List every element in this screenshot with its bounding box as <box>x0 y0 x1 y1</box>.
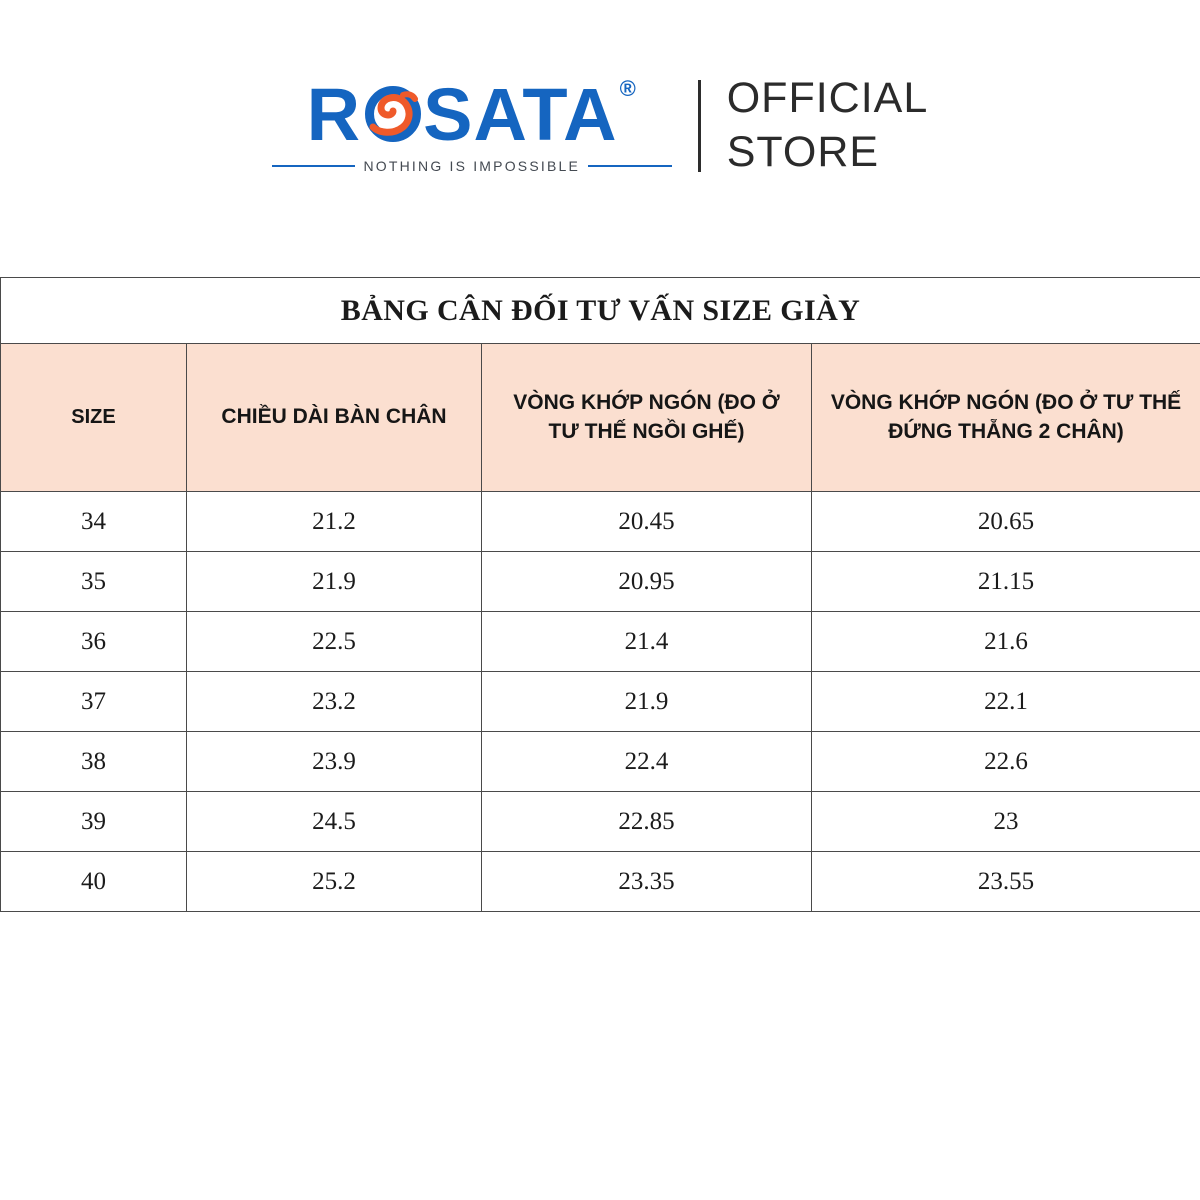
table-row <box>1 492 1200 552</box>
cell-girth-sitting: 20.45 <box>482 492 812 552</box>
cell-size: 34 <box>1 492 187 552</box>
cell-girth-sitting: 21.9 <box>482 672 812 732</box>
table-row <box>1 612 1200 672</box>
cell-size: 40 <box>1 852 187 912</box>
cell-girth-standing: 22.1 <box>812 672 1200 732</box>
cell-girth-sitting: 22.4 <box>482 732 812 792</box>
cell-foot-length: 24.5 <box>187 792 482 852</box>
cell-foot-length: 23.2 <box>187 672 482 732</box>
cell-girth-standing: 23 <box>812 792 1200 852</box>
cell-foot-length: 25.2 <box>187 852 482 912</box>
brand-header <box>0 0 1200 252</box>
tagline-text: NOTHING IS IMPOSSIBLE <box>363 158 581 174</box>
cell-size: 36 <box>1 612 187 672</box>
rosata-logo <box>272 73 672 174</box>
brand-divider <box>698 80 701 172</box>
logo-tagline <box>272 158 672 174</box>
cell-girth-standing: 20.65 <box>812 492 1200 552</box>
official-store-line2: STORE <box>726 128 880 176</box>
logo-text-part2: SATA <box>423 73 618 156</box>
cell-foot-length: 21.2 <box>187 492 482 552</box>
cell-size: 39 <box>1 792 187 852</box>
cell-foot-length: 21.9 <box>187 552 482 612</box>
brand-lockup <box>272 72 929 180</box>
cell-girth-sitting: 23.35 <box>482 852 812 912</box>
cell-girth-standing: 23.55 <box>812 852 1200 912</box>
table-row <box>1 552 1200 612</box>
table-body <box>1 492 1200 912</box>
logo-text-part1: R <box>306 73 362 156</box>
column-header-size: SIZE <box>1 344 187 492</box>
table-row <box>1 852 1200 912</box>
cell-foot-length: 23.9 <box>187 732 482 792</box>
table-row <box>1 672 1200 732</box>
cell-size: 37 <box>1 672 187 732</box>
bottom-whitespace <box>0 941 1200 1200</box>
dragon-circle-icon <box>359 80 425 150</box>
cell-size: 38 <box>1 732 187 792</box>
column-header-foot-length: CHIỀU DÀI BÀN CHÂN <box>187 344 482 492</box>
tagline-rule-right <box>588 165 672 167</box>
cell-girth-standing: 22.6 <box>812 732 1200 792</box>
table-header-row <box>1 344 1200 492</box>
official-store-label <box>727 72 929 180</box>
column-header-toe-girth-standing: VÒNG KHỚP NGÓN (ĐO Ở TƯ THẾ ĐỨNG THẴNG 2 CHÂN) <box>812 344 1200 492</box>
table-row <box>1 732 1200 792</box>
table-title: BẢNG CÂN ĐỐI TƯ VẤN SIZE GIÀY <box>1 278 1200 344</box>
cell-foot-length: 22.5 <box>187 612 482 672</box>
table-title-row <box>1 278 1200 344</box>
cell-girth-sitting: 21.4 <box>482 612 812 672</box>
registered-trademark-icon: ® <box>619 76 637 101</box>
table-row <box>1 792 1200 852</box>
cell-girth-standing: 21.15 <box>812 552 1200 612</box>
official-store-line1: OFFICIAL <box>726 74 929 123</box>
size-table <box>0 277 1200 912</box>
cell-size: 35 <box>1 552 187 612</box>
column-header-toe-girth-sitting: VÒNG KHỚP NGÓN (ĐO Ở TƯ THẾ NGỒI GHẾ) <box>482 344 812 492</box>
cell-girth-sitting: 22.85 <box>482 792 812 852</box>
cell-girth-sitting: 20.95 <box>482 552 812 612</box>
cell-girth-standing: 21.6 <box>812 612 1200 672</box>
tagline-rule-left <box>272 165 356 167</box>
size-chart <box>0 277 1200 912</box>
logo-wordmark <box>306 73 637 156</box>
